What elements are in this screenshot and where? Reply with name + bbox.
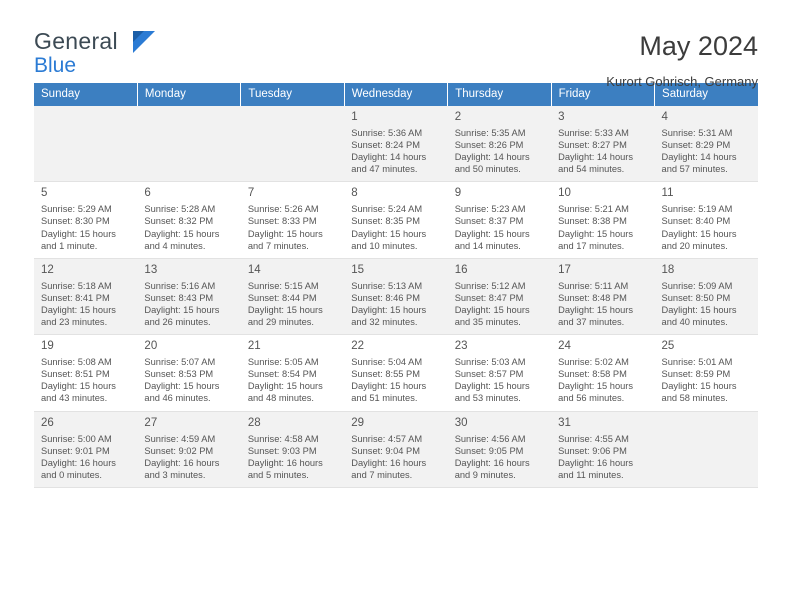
calendar-body bbox=[34, 106, 758, 487]
calendar-cell bbox=[34, 106, 137, 182]
day-number: 24 bbox=[558, 340, 571, 353]
calendar-cell bbox=[655, 182, 758, 258]
calendar-table bbox=[34, 83, 758, 488]
day-info-line: Daylight: 16 hours bbox=[558, 457, 634, 468]
calendar-cell bbox=[551, 106, 654, 182]
calendar-cell bbox=[344, 106, 447, 182]
day-info-line: Daylight: 14 hours bbox=[661, 152, 737, 163]
day-number: 12 bbox=[41, 263, 54, 276]
day-info-line: and 56 minutes. bbox=[558, 393, 625, 404]
day-info-line: Sunset: 8:26 PM bbox=[454, 140, 524, 151]
day-sun-info bbox=[662, 127, 751, 175]
calendar-day[interactable] bbox=[655, 106, 758, 181]
day-info-line: Sunrise: 5:00 AM bbox=[41, 433, 112, 444]
calendar-day[interactable] bbox=[137, 182, 240, 257]
calendar-day[interactable] bbox=[34, 335, 137, 410]
day-info-line: and 58 minutes. bbox=[661, 393, 728, 404]
calendar-cell bbox=[344, 411, 447, 487]
day-info-line: Sunrise: 4:57 AM bbox=[351, 433, 423, 444]
day-info-line: Sunrise: 4:58 AM bbox=[247, 433, 319, 444]
calendar-cell bbox=[448, 182, 551, 258]
calendar-day-empty bbox=[137, 106, 240, 181]
day-info-line: and 7 minutes. bbox=[247, 240, 309, 251]
day-info-line: Sunrise: 5:23 AM bbox=[454, 204, 526, 215]
calendar-day[interactable] bbox=[241, 335, 344, 410]
day-info-line: Sunrise: 5:01 AM bbox=[661, 357, 733, 368]
day-info-line: Daylight: 15 hours bbox=[351, 304, 427, 315]
calendar-cell bbox=[34, 411, 137, 487]
day-info-line: Daylight: 14 hours bbox=[454, 152, 530, 163]
calendar-cell bbox=[34, 335, 137, 411]
day-info-line: and 32 minutes. bbox=[351, 317, 418, 328]
weekday-header-friday: Friday bbox=[551, 83, 654, 106]
day-number: 7 bbox=[247, 187, 255, 200]
day-sun-info bbox=[662, 280, 751, 328]
day-sun-info bbox=[144, 203, 233, 251]
day-sun-info bbox=[248, 203, 337, 251]
day-info-line: and 14 minutes. bbox=[454, 240, 521, 251]
page-subtitle: Kurort Gohrisch, Germany bbox=[606, 74, 758, 89]
calendar-cell bbox=[137, 106, 240, 182]
day-info-line: Sunset: 8:41 PM bbox=[41, 292, 110, 303]
day-info-line: Daylight: 15 hours bbox=[41, 228, 116, 239]
calendar-day[interactable] bbox=[448, 412, 551, 487]
day-number: 5 bbox=[41, 187, 48, 200]
calendar-day[interactable] bbox=[448, 259, 551, 334]
day-number: 1 bbox=[351, 111, 358, 123]
day-info-line: Sunrise: 5:02 AM bbox=[558, 357, 629, 368]
day-number: 10 bbox=[558, 187, 571, 200]
day-info-line: Sunset: 8:40 PM bbox=[661, 216, 731, 227]
calendar-cell bbox=[655, 335, 758, 411]
day-sun-info bbox=[455, 280, 544, 328]
day-info-line: Daylight: 15 hours bbox=[351, 228, 427, 239]
day-info-line: and 10 minutes. bbox=[351, 240, 418, 251]
day-info-line: and 46 minutes. bbox=[144, 393, 211, 404]
day-info-line: Sunset: 9:02 PM bbox=[144, 445, 214, 456]
day-info-line: Daylight: 15 hours bbox=[454, 381, 530, 392]
day-info-line: and 11 minutes. bbox=[558, 469, 624, 480]
day-info-line: Sunrise: 5:33 AM bbox=[558, 128, 629, 138]
day-sun-info bbox=[662, 356, 751, 404]
day-number: 21 bbox=[247, 340, 261, 353]
day-number: 30 bbox=[454, 416, 468, 429]
day-info-line: and 29 minutes. bbox=[247, 317, 314, 328]
day-info-line: Sunset: 8:57 PM bbox=[454, 369, 524, 380]
day-info-line: Sunrise: 5:12 AM bbox=[454, 280, 526, 291]
calendar-cell bbox=[344, 335, 447, 411]
day-info-line: Sunset: 9:03 PM bbox=[247, 445, 317, 456]
calendar-cell bbox=[655, 411, 758, 487]
day-sun-info bbox=[351, 280, 440, 328]
day-info-line: and 7 minutes. bbox=[351, 469, 413, 480]
day-info-line: and 20 minutes. bbox=[661, 240, 728, 251]
day-info-line: Sunrise: 4:59 AM bbox=[144, 433, 216, 444]
calendar-day[interactable] bbox=[551, 412, 654, 487]
day-info-line: Sunrise: 5:36 AM bbox=[351, 128, 423, 138]
day-sun-info bbox=[662, 203, 751, 251]
calendar-cell bbox=[551, 335, 654, 411]
day-info-line: Daylight: 14 hours bbox=[351, 152, 427, 163]
calendar-cell bbox=[34, 182, 137, 258]
day-info-line: Daylight: 15 hours bbox=[247, 228, 323, 239]
day-info-line: Sunset: 8:35 PM bbox=[351, 216, 420, 227]
day-info-line: Daylight: 15 hours bbox=[247, 381, 323, 392]
calendar-day-empty bbox=[241, 106, 344, 181]
calendar-cell bbox=[34, 258, 137, 334]
day-info-line: Daylight: 15 hours bbox=[144, 381, 220, 392]
calendar-cell bbox=[448, 411, 551, 487]
calendar-day[interactable] bbox=[551, 259, 654, 334]
day-info-line: Daylight: 16 hours bbox=[454, 457, 530, 468]
day-info-line: Sunrise: 5:05 AM bbox=[247, 357, 319, 368]
logo-text-blue: Blue bbox=[34, 54, 77, 77]
day-info-line: Daylight: 15 hours bbox=[661, 304, 737, 315]
day-info-line: and 47 minutes. bbox=[351, 164, 418, 175]
day-number: 4 bbox=[661, 111, 668, 123]
calendar-cell bbox=[344, 182, 447, 258]
calendar-day[interactable] bbox=[241, 412, 344, 487]
day-info-line: Daylight: 15 hours bbox=[454, 304, 530, 315]
day-info-line: and 17 minutes. bbox=[558, 240, 625, 251]
day-info-line: and 57 minutes. bbox=[661, 164, 728, 175]
day-sun-info bbox=[248, 433, 337, 481]
calendar-week-row bbox=[34, 335, 758, 411]
day-sun-info bbox=[351, 203, 440, 251]
day-info-line: Daylight: 16 hours bbox=[41, 457, 116, 468]
day-sun-info bbox=[248, 280, 337, 328]
day-sun-info bbox=[248, 356, 337, 404]
day-info-line: Sunset: 9:06 PM bbox=[558, 445, 627, 456]
weekday-header-sunday: Sunday bbox=[34, 83, 137, 106]
day-info-line: Sunset: 8:48 PM bbox=[558, 292, 627, 303]
day-info-line: Daylight: 16 hours bbox=[351, 457, 427, 468]
calendar-day[interactable] bbox=[448, 106, 551, 181]
calendar-day[interactable] bbox=[551, 335, 654, 410]
day-info-line: Daylight: 16 hours bbox=[247, 457, 323, 468]
day-info-line: Daylight: 15 hours bbox=[351, 381, 427, 392]
day-sun-info bbox=[144, 356, 233, 404]
day-number: 9 bbox=[454, 187, 462, 200]
day-info-line: Daylight: 15 hours bbox=[247, 304, 323, 315]
day-number: 19 bbox=[41, 340, 54, 353]
day-info-line: Sunset: 8:59 PM bbox=[661, 369, 731, 380]
day-info-line: Sunset: 8:51 PM bbox=[41, 369, 110, 380]
day-info-line: Daylight: 15 hours bbox=[558, 304, 634, 315]
day-info-line: and 43 minutes. bbox=[41, 393, 108, 404]
day-number: 20 bbox=[144, 340, 158, 353]
calendar-cell bbox=[241, 182, 344, 258]
day-info-line: Daylight: 15 hours bbox=[558, 228, 634, 239]
day-info-line: Sunset: 8:38 PM bbox=[558, 216, 627, 227]
calendar-cell bbox=[655, 258, 758, 334]
day-info-line: Sunrise: 5:03 AM bbox=[454, 357, 526, 368]
day-info-line: Sunrise: 5:28 AM bbox=[144, 204, 216, 215]
day-info-line: Daylight: 15 hours bbox=[144, 228, 220, 239]
day-sun-info bbox=[455, 203, 544, 251]
calendar-cell bbox=[344, 258, 447, 334]
calendar-cell bbox=[551, 182, 654, 258]
calendar-cell bbox=[137, 182, 240, 258]
calendar-day[interactable] bbox=[34, 182, 137, 257]
calendar-cell bbox=[448, 106, 551, 182]
day-info-line: and 0 minutes. bbox=[41, 469, 102, 480]
calendar-day[interactable] bbox=[448, 335, 551, 410]
calendar-day[interactable] bbox=[344, 182, 447, 257]
generalblue-logo bbox=[34, 28, 234, 84]
day-info-line: Sunrise: 5:08 AM bbox=[41, 357, 112, 368]
day-sun-info bbox=[144, 433, 233, 481]
day-number: 17 bbox=[558, 263, 571, 276]
day-sun-info bbox=[455, 433, 544, 481]
day-info-line: and 23 minutes. bbox=[41, 317, 108, 328]
day-info-line: and 37 minutes. bbox=[558, 317, 625, 328]
day-info-line: Sunrise: 5:35 AM bbox=[454, 128, 526, 138]
day-info-line: Sunset: 8:37 PM bbox=[454, 216, 524, 227]
day-sun-info bbox=[351, 433, 440, 481]
calendar-day[interactable] bbox=[241, 182, 344, 257]
calendar-cell bbox=[448, 258, 551, 334]
calendar-day[interactable] bbox=[137, 412, 240, 487]
day-info-line: Sunset: 9:01 PM bbox=[41, 445, 110, 456]
day-sun-info bbox=[41, 280, 130, 328]
calendar-cell bbox=[551, 258, 654, 334]
day-info-line: Sunset: 9:04 PM bbox=[351, 445, 420, 456]
day-info-line: Sunrise: 5:31 AM bbox=[661, 128, 733, 138]
flag-icon-shadow bbox=[133, 31, 144, 42]
day-number: 28 bbox=[247, 416, 261, 429]
calendar-day-empty bbox=[655, 412, 758, 487]
day-sun-info bbox=[41, 203, 130, 251]
day-info-line: Sunset: 8:29 PM bbox=[661, 140, 731, 151]
day-info-line: Sunrise: 5:21 AM bbox=[558, 204, 629, 215]
calendar-day[interactable] bbox=[34, 259, 137, 334]
day-sun-info bbox=[41, 356, 130, 404]
calendar-day[interactable] bbox=[344, 259, 447, 334]
day-number: 14 bbox=[247, 263, 261, 276]
day-number: 13 bbox=[144, 263, 158, 276]
day-number: 18 bbox=[661, 263, 675, 276]
page-title: May 2024 bbox=[639, 31, 758, 61]
day-info-line: Sunrise: 5:09 AM bbox=[661, 280, 733, 291]
day-info-line: Sunset: 8:58 PM bbox=[558, 369, 627, 380]
day-info-line: Sunrise: 5:24 AM bbox=[351, 204, 423, 215]
day-number: 29 bbox=[351, 416, 365, 429]
calendar-cell bbox=[551, 411, 654, 487]
day-number: 26 bbox=[41, 416, 54, 429]
day-info-line: Sunset: 8:55 PM bbox=[351, 369, 420, 380]
day-info-line: Sunset: 8:47 PM bbox=[454, 292, 524, 303]
day-info-line: Sunset: 9:05 PM bbox=[454, 445, 524, 456]
calendar-day-empty bbox=[34, 106, 137, 181]
day-number: 8 bbox=[351, 187, 358, 200]
calendar-week-row bbox=[34, 258, 758, 334]
day-info-line: Daylight: 15 hours bbox=[144, 304, 220, 315]
weekday-header-monday: Monday bbox=[137, 83, 240, 106]
day-info-line: Sunset: 8:46 PM bbox=[351, 292, 420, 303]
title-block bbox=[606, 28, 758, 90]
day-number: 25 bbox=[661, 340, 675, 353]
calendar-week-row bbox=[34, 411, 758, 487]
day-number: 11 bbox=[661, 187, 674, 200]
calendar-day[interactable] bbox=[34, 412, 137, 487]
calendar-cell bbox=[137, 335, 240, 411]
day-info-line: Sunset: 8:53 PM bbox=[144, 369, 214, 380]
day-info-line: Sunset: 8:54 PM bbox=[247, 369, 317, 380]
day-info-line: and 48 minutes. bbox=[247, 393, 314, 404]
day-sun-info bbox=[144, 280, 233, 328]
day-info-line: Sunset: 8:33 PM bbox=[247, 216, 317, 227]
day-sun-info bbox=[41, 433, 130, 481]
calendar-cell bbox=[137, 411, 240, 487]
day-info-line: Sunrise: 5:15 AM bbox=[247, 280, 319, 291]
calendar-cell bbox=[655, 106, 758, 182]
logo-text-general: General bbox=[34, 28, 118, 54]
calendar-cell bbox=[448, 335, 551, 411]
day-info-line: Daylight: 15 hours bbox=[558, 381, 634, 392]
day-number: 27 bbox=[144, 416, 158, 429]
day-info-line: and 1 minute. bbox=[41, 240, 98, 251]
day-info-line: and 26 minutes. bbox=[144, 317, 211, 328]
day-sun-info bbox=[351, 356, 440, 404]
weekday-header-wednesday: Wednesday bbox=[344, 83, 447, 106]
day-info-line: and 4 minutes. bbox=[144, 240, 206, 251]
day-sun-info bbox=[558, 356, 647, 404]
weekday-header-saturday: Saturday bbox=[655, 83, 758, 106]
day-info-line: Sunrise: 5:18 AM bbox=[41, 280, 112, 291]
calendar-week-row bbox=[34, 182, 758, 258]
day-info-line: Daylight: 15 hours bbox=[41, 381, 116, 392]
calendar-day[interactable] bbox=[137, 259, 240, 334]
day-info-line: Sunset: 8:24 PM bbox=[351, 140, 420, 151]
calendar-day[interactable] bbox=[344, 335, 447, 410]
day-number: 16 bbox=[454, 263, 468, 276]
calendar-day[interactable] bbox=[241, 259, 344, 334]
day-info-line: Sunrise: 5:16 AM bbox=[144, 280, 216, 291]
calendar-cell bbox=[241, 411, 344, 487]
day-number: 22 bbox=[351, 340, 365, 353]
day-info-line: Sunrise: 4:55 AM bbox=[558, 433, 629, 444]
day-info-line: Sunrise: 5:04 AM bbox=[351, 357, 423, 368]
calendar-week-row bbox=[34, 106, 758, 182]
day-number: 3 bbox=[558, 111, 565, 123]
day-info-line: Sunrise: 5:19 AM bbox=[661, 204, 733, 215]
day-number: 31 bbox=[558, 416, 571, 429]
day-info-line: and 54 minutes. bbox=[558, 164, 625, 175]
calendar-day[interactable] bbox=[655, 259, 758, 334]
day-sun-info bbox=[455, 356, 544, 404]
calendar-day[interactable] bbox=[137, 335, 240, 410]
day-info-line: Daylight: 14 hours bbox=[558, 152, 634, 163]
weekday-header-tuesday: Tuesday bbox=[241, 83, 344, 106]
calendar-cell bbox=[241, 106, 344, 182]
day-info-line: Sunrise: 4:56 AM bbox=[454, 433, 526, 444]
calendar-cell bbox=[137, 258, 240, 334]
calendar-day[interactable] bbox=[344, 412, 447, 487]
day-number: 6 bbox=[144, 187, 151, 200]
day-info-line: Daylight: 16 hours bbox=[144, 457, 220, 468]
day-info-line: Sunrise: 5:29 AM bbox=[41, 204, 112, 215]
day-sun-info bbox=[558, 127, 647, 175]
day-sun-info bbox=[455, 127, 544, 175]
day-info-line: Daylight: 15 hours bbox=[661, 381, 737, 392]
day-info-line: Sunrise: 5:07 AM bbox=[144, 357, 216, 368]
day-info-line: and 53 minutes. bbox=[454, 393, 521, 404]
day-info-line: and 3 minutes. bbox=[144, 469, 206, 480]
day-info-line: Sunset: 8:43 PM bbox=[144, 292, 214, 303]
day-info-line: Sunrise: 5:13 AM bbox=[351, 280, 423, 291]
calendar-day[interactable] bbox=[344, 106, 447, 181]
day-info-line: Daylight: 15 hours bbox=[454, 228, 530, 239]
day-info-line: and 5 minutes. bbox=[247, 469, 309, 480]
page-header bbox=[34, 0, 758, 89]
day-info-line: Daylight: 15 hours bbox=[661, 228, 737, 239]
calendar-cell bbox=[241, 258, 344, 334]
day-info-line: and 40 minutes. bbox=[661, 317, 728, 328]
day-info-line: Sunset: 8:44 PM bbox=[247, 292, 317, 303]
calendar-cell bbox=[241, 335, 344, 411]
day-sun-info bbox=[351, 127, 440, 175]
day-info-line: and 50 minutes. bbox=[454, 164, 521, 175]
day-number: 15 bbox=[351, 263, 365, 276]
calendar-day[interactable] bbox=[551, 106, 654, 181]
day-info-line: and 35 minutes. bbox=[454, 317, 521, 328]
day-info-line: Sunset: 8:32 PM bbox=[144, 216, 214, 227]
day-info-line: Daylight: 15 hours bbox=[41, 304, 116, 315]
day-info-line: Sunrise: 5:11 AM bbox=[558, 280, 629, 291]
day-info-line: and 51 minutes. bbox=[351, 393, 418, 404]
day-info-line: Sunset: 8:50 PM bbox=[661, 292, 731, 303]
day-number: 23 bbox=[454, 340, 468, 353]
day-sun-info bbox=[558, 203, 647, 251]
day-info-line: Sunrise: 5:26 AM bbox=[247, 204, 319, 215]
calendar-day[interactable] bbox=[655, 182, 758, 257]
day-info-line: Sunset: 8:30 PM bbox=[41, 216, 110, 227]
day-info-line: Sunset: 8:27 PM bbox=[558, 140, 627, 151]
calendar-day[interactable] bbox=[448, 182, 551, 257]
day-info-line: and 9 minutes. bbox=[454, 469, 516, 480]
day-sun-info bbox=[558, 433, 647, 481]
day-sun-info bbox=[558, 280, 647, 328]
calendar-day[interactable] bbox=[655, 335, 758, 410]
day-number: 2 bbox=[454, 111, 462, 123]
calendar-day[interactable] bbox=[551, 182, 654, 257]
weekday-header-thursday: Thursday bbox=[448, 83, 551, 106]
